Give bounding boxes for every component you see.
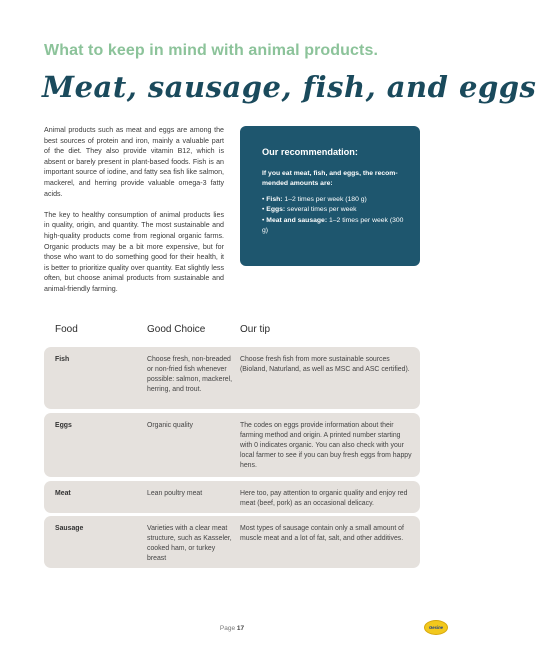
page-label: Page bbox=[219, 625, 236, 632]
table-row-fish bbox=[44, 347, 420, 409]
recommendation-box bbox=[240, 126, 420, 266]
recommendation-list bbox=[262, 195, 410, 237]
recommendation-item-label: Eggs: bbox=[266, 206, 286, 214]
script-title: Meat, sausage, fish, and eggs bbox=[42, 70, 536, 104]
recommendation-item-text: 1–2 times per week (300 g) bbox=[262, 216, 404, 235]
cell-tip: Choose fresh fish from more sustainable sources (Bioland, Naturland, as well as MSC and ASC certified). bbox=[240, 356, 410, 373]
cell-food: Eggs bbox=[55, 422, 72, 429]
cell-food: Fish bbox=[55, 356, 70, 363]
cell-food: Meat bbox=[55, 490, 71, 497]
intro-paragraph-1: Animal products such as meat and eggs are among the best sources of protein and iron, mainly a valuable part of the diet. They also provide vitamin B12, which is absent or barely present in plant-based foods. Fish is an important source of iodine, and fatty sea fish like salmon, mackerel, and herring provide valuable omega-3 fatty acids. bbox=[44, 126, 224, 198]
recommendation-item-label: Fish: bbox=[266, 196, 283, 203]
cell-good-choice: Lean poultry meat bbox=[147, 490, 203, 497]
recommendation-item-text: 1–2 times per week (180 g) bbox=[282, 196, 367, 203]
cell-tip: The codes on eggs provide information about their farming method and origin. A printed number starting with 0 indicates organic. You can also check with your local farmer to see if you can buy fresh eggs from happy hens. bbox=[240, 422, 412, 469]
cell-good-choice: Choose fresh, non-breaded or non-fried fish whenever possible: salmon, mackerel, herring, and trout. bbox=[147, 356, 233, 393]
column-header-our-tip: Our tip bbox=[240, 324, 271, 335]
page-number bbox=[0, 625, 464, 632]
cell-good-choice: Varieties with a clear meat structure, such as Kasseler, cooked ham, or turkey breast bbox=[147, 525, 232, 562]
column-header-good-choice: Good Choice bbox=[147, 324, 206, 335]
table-header-row bbox=[0, 324, 464, 340]
table-row-meat bbox=[44, 481, 420, 513]
cell-good-choice: Organic quality bbox=[147, 422, 193, 429]
table-row-eggs bbox=[44, 413, 420, 477]
cell-tip: Most types of sausage contain only a small amount of muscle meat and a lot of fat, salt, and other additives. bbox=[240, 525, 404, 542]
recommendation-item-label: Meat and sausage: bbox=[266, 216, 328, 224]
cell-food: Sausage bbox=[55, 525, 84, 532]
recommendation-item-meat-sausage: • Meat and sausage: 1–2 times per week (300 g) bbox=[262, 216, 404, 235]
recommendation-item-eggs: • Eggs: several times per week bbox=[262, 206, 357, 214]
column-header-food: Food bbox=[55, 324, 78, 335]
brand-logo bbox=[424, 620, 448, 635]
table-row-sausage bbox=[44, 516, 420, 568]
intro-paragraph-2: The key to healthy consumption of animal products lies in quality, origin, and quantity. The most sustainable and high-quality products come from regional organic farms. Organic products may be a bit more expensive, but for those who want to do something good for their health, it is better to prioritize quality over quantity. Eat slightly less often, but choose animal products from sustainable and animal-friendly farming. bbox=[44, 210, 224, 293]
brand-logo-text: Gesine bbox=[429, 625, 443, 630]
page-number-value: 17 bbox=[236, 625, 245, 632]
section-heading: What to keep in mind with animal products. bbox=[44, 42, 378, 59]
intro-text bbox=[44, 125, 224, 305]
recommendation-item-fish: • Fish: 1–2 times per week (180 g) bbox=[262, 196, 367, 203]
cell-tip: Here too, pay attention to organic quality and enjoy red meat (beef, pork) as an occasional delicacy. bbox=[240, 490, 408, 507]
recommendation-intro: If you eat meat, fish, and eggs, the recom- mended amounts are: bbox=[262, 170, 398, 187]
recommendation-title: Our recommendation: bbox=[262, 147, 358, 157]
recommendation-item-text: several times per week bbox=[285, 206, 357, 214]
